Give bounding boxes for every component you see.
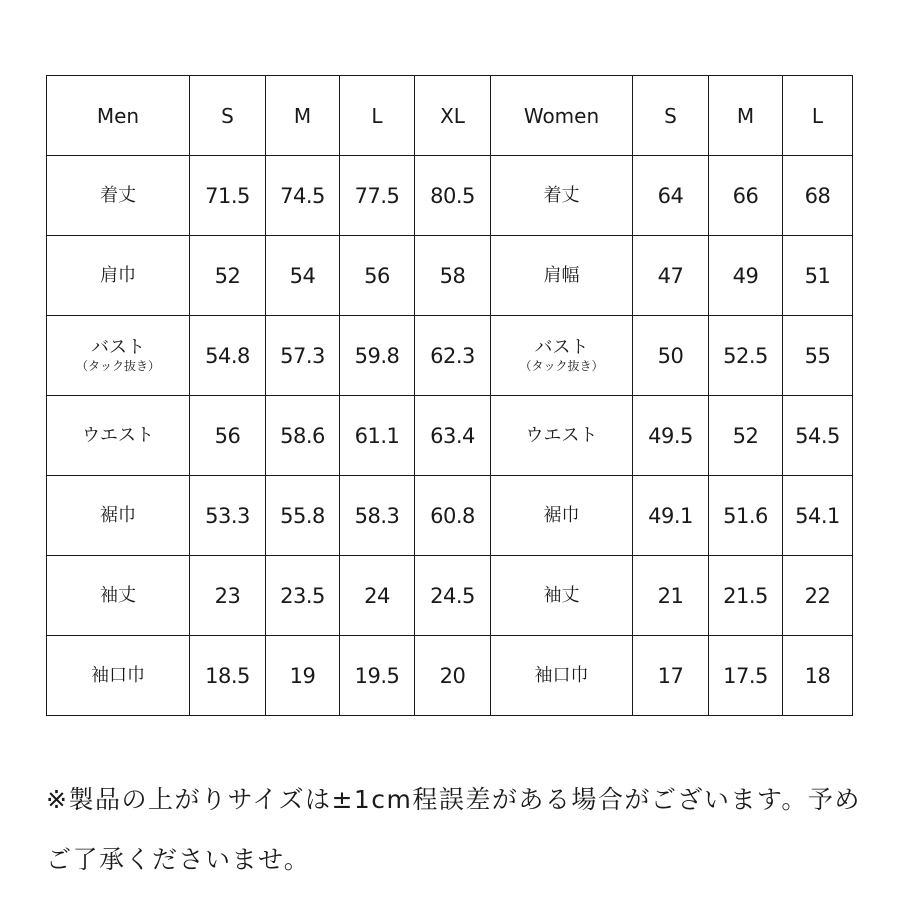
women-measure-label: 裾巾 [543, 504, 580, 526]
women-measure-label: 袖丈 [543, 584, 580, 606]
men-value-cell: 58.3 [340, 476, 415, 556]
size-chart-table [46, 75, 853, 716]
women-measure-label: ウエスト [525, 424, 598, 446]
women-measure-label: バスト [534, 336, 589, 358]
table-row [47, 236, 853, 316]
men-value-cell: 24 [340, 556, 415, 636]
men-value-cell: 18.5 [190, 636, 266, 716]
men-size-l-header: L [340, 76, 415, 156]
women-value-cell: 49 [709, 236, 783, 316]
men-measure-label: 袖丈 [100, 584, 136, 606]
men-value-cell: 55.8 [266, 476, 340, 556]
table-row [47, 556, 853, 636]
men-measure-sublabel: （タック抜き） [75, 358, 160, 373]
men-value-cell: 19 [266, 636, 340, 716]
men-measure-label: 袖口巾 [91, 664, 145, 686]
men-value-cell: 19.5 [340, 636, 415, 716]
women-value-cell: 51.6 [709, 476, 783, 556]
men-measure-label-cell [47, 476, 190, 556]
men-value-cell: 74.5 [266, 156, 340, 236]
women-value-cell: 18 [783, 636, 853, 716]
men-value-cell: 56 [190, 396, 266, 476]
women-value-cell: 52.5 [709, 316, 783, 396]
table-row [47, 636, 853, 716]
men-size-s-header: S [190, 76, 266, 156]
men-value-cell: 80.5 [415, 156, 491, 236]
women-value-cell: 21.5 [709, 556, 783, 636]
women-value-cell: 17.5 [709, 636, 783, 716]
size-disclaimer-note: ※製品の上がりサイズは±1cm程誤差がある場合がございます。予めご了承くださいませ。 [46, 785, 861, 874]
men-value-cell: 53.3 [190, 476, 266, 556]
women-measure-label-cell [491, 316, 633, 396]
men-value-cell: 77.5 [340, 156, 415, 236]
women-value-cell: 51 [783, 236, 853, 316]
men-value-cell: 54.8 [190, 316, 266, 396]
women-value-cell: 49.1 [633, 476, 709, 556]
men-value-cell: 57.3 [266, 316, 340, 396]
men-measure-label-cell [47, 396, 190, 476]
women-value-cell: 50 [633, 316, 709, 396]
men-measure-label: ウエスト [82, 424, 154, 446]
women-value-cell: 22 [783, 556, 853, 636]
men-value-cell: 63.4 [415, 396, 491, 476]
men-value-cell: 23.5 [266, 556, 340, 636]
women-measure-label-cell [491, 556, 633, 636]
women-size-l-header: L [783, 76, 853, 156]
men-value-cell: 56 [340, 236, 415, 316]
women-value-cell: 54.5 [783, 396, 853, 476]
men-value-cell: 24.5 [415, 556, 491, 636]
header-row [47, 76, 853, 156]
men-measure-label-cell [47, 156, 190, 236]
men-size-m-header: M [266, 76, 340, 156]
women-measure-label: 肩幅 [543, 264, 580, 286]
men-measure-label: 肩巾 [100, 264, 136, 286]
men-measure-label-cell [47, 316, 190, 396]
men-measure-label: バスト [91, 336, 145, 358]
women-measure-label: 着丈 [543, 184, 580, 206]
men-header: Men [47, 76, 190, 156]
women-value-cell: 52 [709, 396, 783, 476]
women-measure-label-cell [491, 636, 633, 716]
men-value-cell: 54 [266, 236, 340, 316]
table-row [47, 396, 853, 476]
women-size-s-header: S [633, 76, 709, 156]
men-value-cell: 60.8 [415, 476, 491, 556]
men-measure-label-cell [47, 636, 190, 716]
men-measure-label-cell [47, 556, 190, 636]
men-value-cell: 71.5 [190, 156, 266, 236]
women-value-cell: 55 [783, 316, 853, 396]
men-measure-label: 裾巾 [100, 504, 136, 526]
women-measure-label-cell [491, 396, 633, 476]
men-value-cell: 59.8 [340, 316, 415, 396]
table-row [47, 316, 853, 396]
men-value-cell: 61.1 [340, 396, 415, 476]
table-row [47, 476, 853, 556]
women-size-m-header: M [709, 76, 783, 156]
women-value-cell: 68 [783, 156, 853, 236]
men-measure-label: 着丈 [100, 184, 136, 206]
table-row [47, 156, 853, 236]
women-value-cell: 66 [709, 156, 783, 236]
men-value-cell: 52 [190, 236, 266, 316]
women-measure-label-cell [491, 236, 633, 316]
men-value-cell: 58.6 [266, 396, 340, 476]
women-value-cell: 17 [633, 636, 709, 716]
men-value-cell: 23 [190, 556, 266, 636]
women-value-cell: 54.1 [783, 476, 853, 556]
women-measure-label: 袖口巾 [534, 664, 589, 686]
men-value-cell: 62.3 [415, 316, 491, 396]
women-header: Women [491, 76, 633, 156]
women-value-cell: 49.5 [633, 396, 709, 476]
men-value-cell: 20 [415, 636, 491, 716]
women-value-cell: 21 [633, 556, 709, 636]
women-value-cell: 47 [633, 236, 709, 316]
women-measure-label-cell [491, 476, 633, 556]
men-size-xl-header: XL [415, 76, 491, 156]
men-value-cell: 58 [415, 236, 491, 316]
women-measure-sublabel: （タック抜き） [519, 358, 604, 373]
women-measure-label-cell [491, 156, 633, 236]
men-measure-label-cell [47, 236, 190, 316]
women-value-cell: 64 [633, 156, 709, 236]
